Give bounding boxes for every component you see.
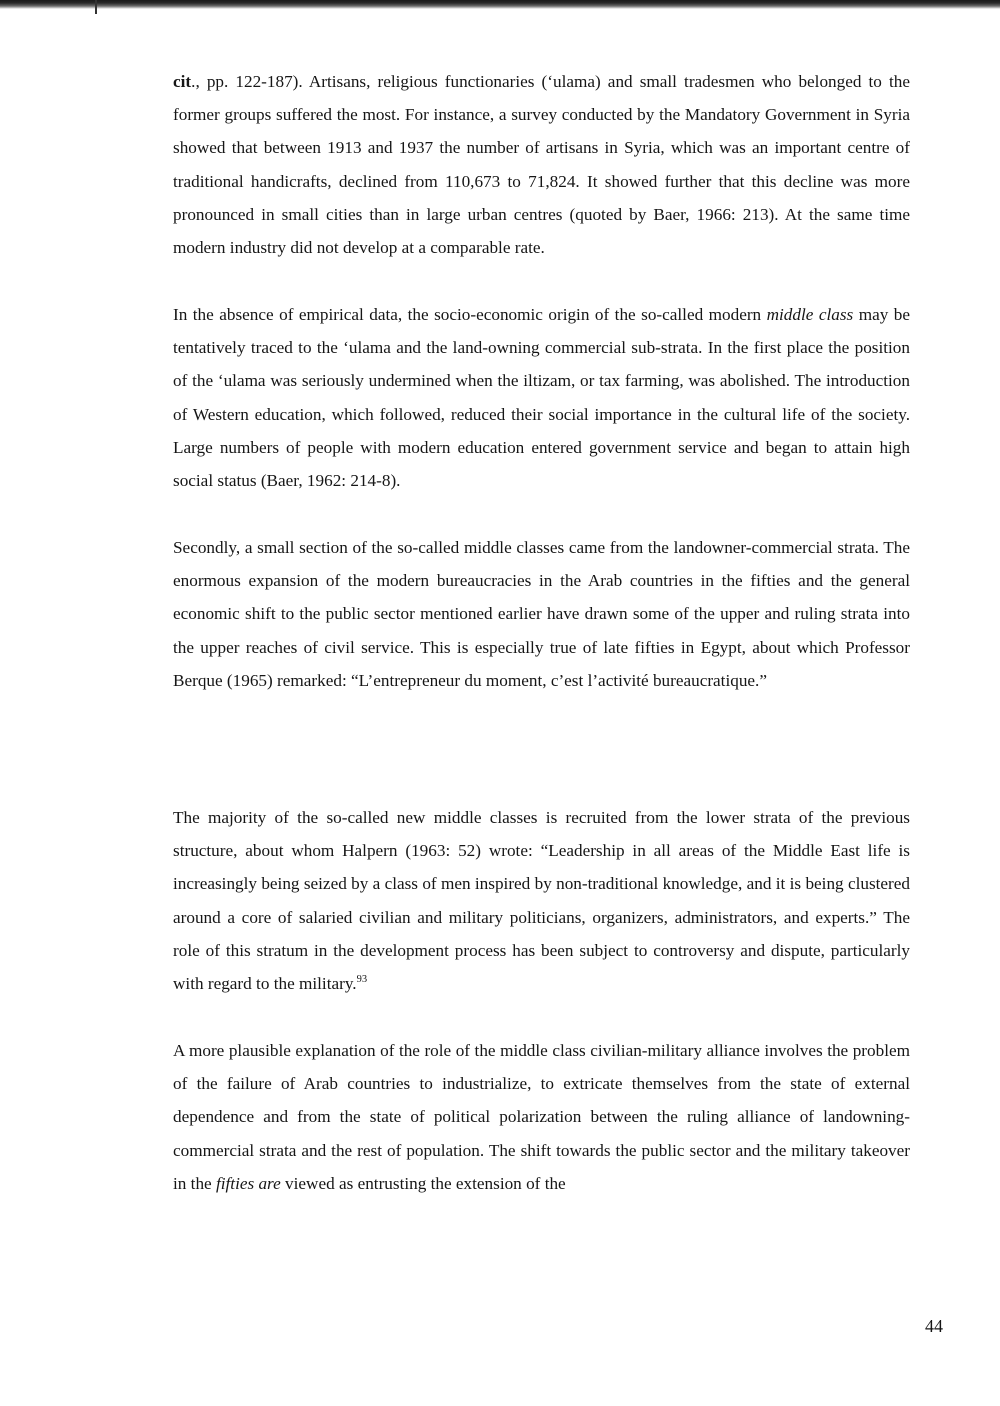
paragraph-3 — [173, 531, 910, 697]
page-number: 44 — [925, 1316, 943, 1336]
paragraph-2-text-before: In the absence of empirical data, the socio-economic origin of the so-called modern — [173, 305, 767, 324]
paragraph-2-text-after: may be tentatively traced to the ‘ulama and the land-owning commercial sub-strata. In the first place the position of the ‘ulama was seriously undermined when the iltizam, or tax farming, was abolished. The introduction of Western education, which followed, reduced their social importance in the cultural life of the society. Large numbers of people with modern education entered government service and began to attain high social status (Baer, 1962: 214-8). — [173, 305, 910, 491]
paragraph-3-text: Secondly, a small section of the so-called middle classes came from the landowner-commercial strata. The enormous expansion of the modern bureaucracies in the Arab countries in the fifties and the general economic shift to the public sector mentioned earlier have drawn some of the upper and ruling strata into the upper reaches of civil service. This is especially true of late fifties in Egypt, about which Professor Berque (1965) remarked: “L’entrepreneur du moment, c’est l’activité bureaucratique.” — [173, 538, 910, 690]
paragraph-5-text-after: viewed as entrusting the extension of the — [280, 1173, 566, 1193]
paragraph-2-italic: middle class — [766, 305, 854, 324]
paragraph-1-text: ., pp. 122-187). Artisans, religious functionaries (‘ulama) and small tradesmen who belonged to the former groups suffered the most. For instance, a survey conducted by the Mandatory Government in Syria showed that between 1913 and 1937 the number of artisans in Syria, which was an important centre of traditional handicrafts, declined from 110,673 to 71,824. It showed further that this decline was more pronounced in small cities than in large urban centres (quoted by Baer, 1966: 213). At the same time modern industry did not develop at a comparable rate. — [173, 72, 910, 258]
footnote-reference: 93 — [356, 974, 368, 986]
paragraph-5 — [173, 1034, 910, 1200]
scan-top-edge — [0, 0, 1000, 9]
paragraph-4 — [173, 801, 910, 1000]
paragraph-1 — [173, 65, 910, 264]
paragraph-5-text-before: A more plausible explanation of the role of the middle class civilian-military alliance involves the problem of the failure of Arab countries to industrialize, to extricate themselves from the state of external dependence and from the state of political polarization between the ruling alliance of landowning-commercial strata and the rest of population. The shift towards the public sector and the military takeover in the — [173, 1041, 910, 1193]
paragraph-5-italic: fifties are — [215, 1173, 281, 1193]
paragraph-1-lead: cit — [173, 72, 192, 91]
scan-edge-mark — [95, 0, 97, 14]
paragraph-2 — [173, 298, 910, 497]
paragraph-4-text: The majority of the so-called new middle classes is recruited from the lower strata of the previous structure, about whom Halpern (1963: 52) wrote: “Leadership in all areas of the Middle East life is increasingly being seized by a class of men inspired by non-traditional knowledge, and it is being clustered around a core of salaried civilian and military politicians, organizers, administrators, and experts.” The role of this stratum in the development process has been subject to controversy and dispute, particularly with regard to the military. — [173, 808, 910, 994]
